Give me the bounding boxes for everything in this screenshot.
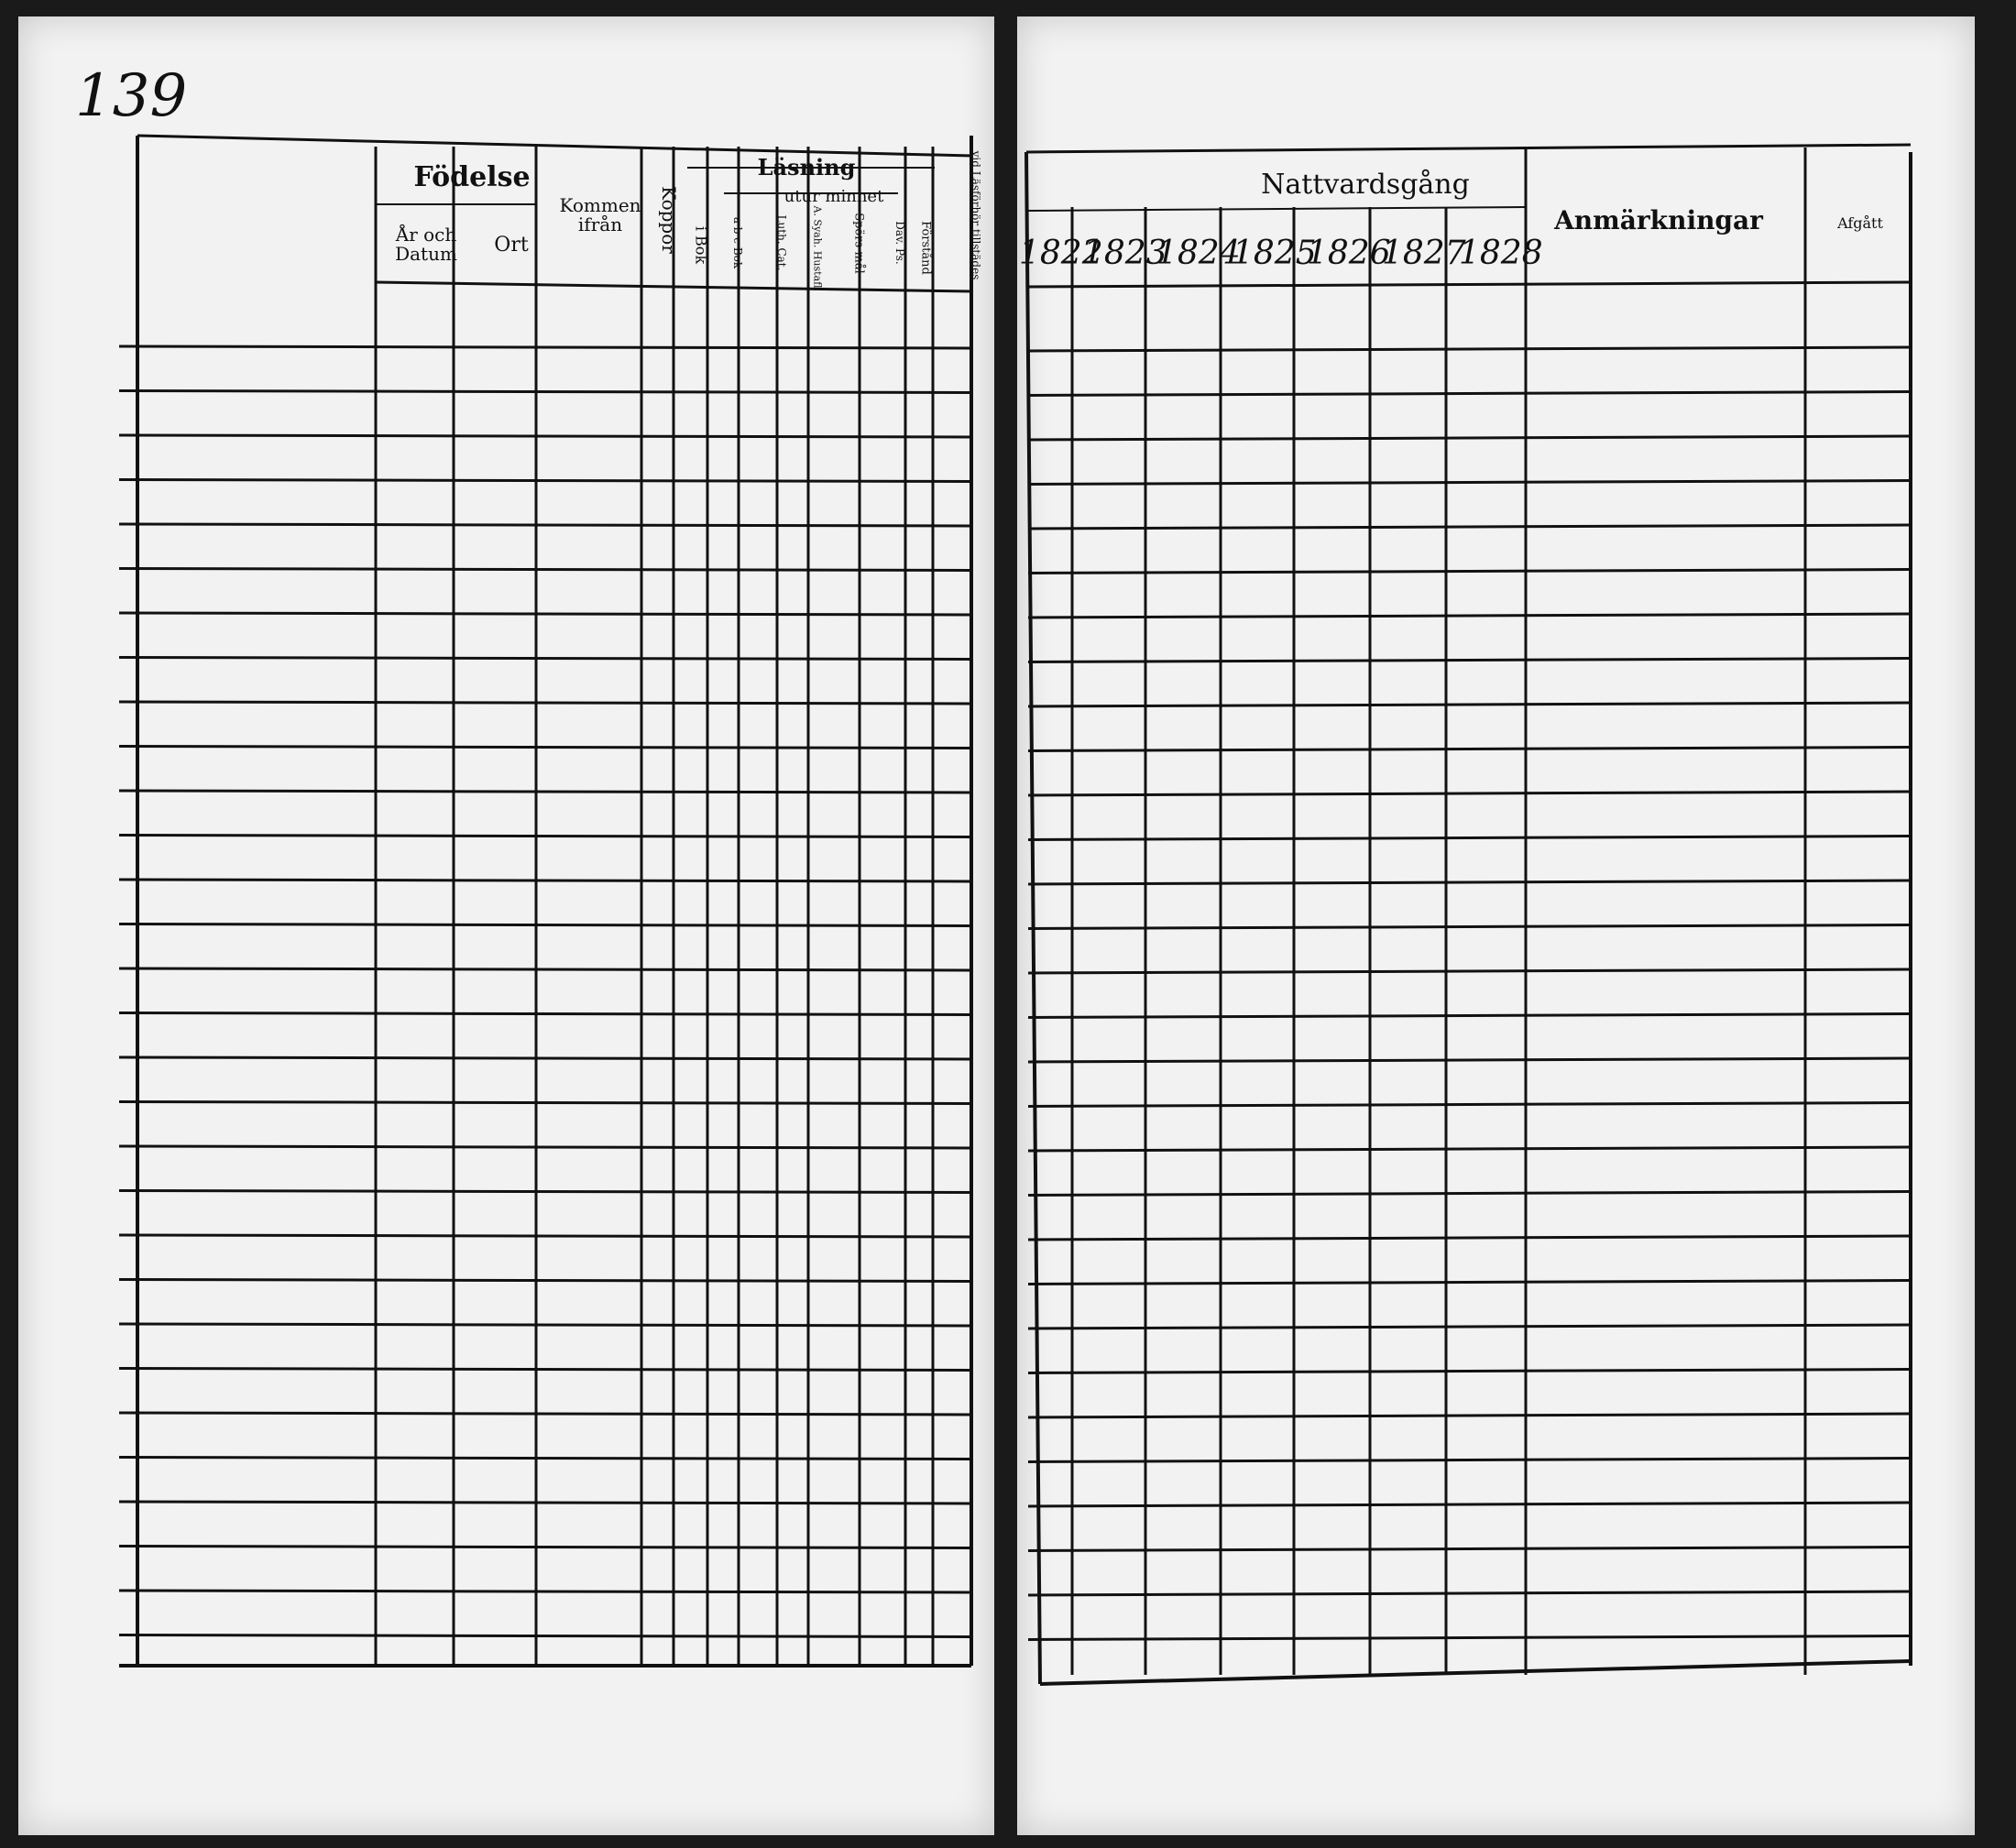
right-grid-row-line: [1028, 614, 1911, 618]
left-grid-row-line: [119, 1191, 971, 1193]
right-grid-row-line: [1028, 1370, 1911, 1373]
right-grid-row-line: [1028, 703, 1911, 706]
anmarkningar-header: Anmärkningar: [1554, 205, 1763, 235]
a-syah-hustafl-header: A. Syah. Hustafl.: [811, 205, 824, 291]
dav-ps-header: Dav. Ps.: [893, 221, 906, 265]
lasning-header: Läsning: [757, 154, 856, 180]
left-grid-border: [137, 136, 971, 156]
left-grid-row-line: [119, 391, 971, 393]
left-grid-row-line: [119, 1591, 971, 1592]
left-page: [18, 16, 994, 1835]
left-grid-row-line: [119, 747, 971, 749]
left-grid-row-line: [119, 569, 971, 571]
right-grid-row-line: [1028, 347, 1911, 351]
right-grid-row-line: [1028, 1058, 1911, 1062]
year-1827: 1827: [1382, 235, 1466, 272]
left-grid-row-line: [119, 880, 971, 881]
right-grid-row-line: [1028, 1014, 1911, 1018]
i-bok-header: i Bok: [692, 225, 710, 265]
right-grid-row-line: [1028, 525, 1911, 529]
year-1823: 1823: [1083, 235, 1167, 272]
left-grid-row-line: [119, 1458, 971, 1460]
left-grid-row-line: [119, 346, 971, 348]
left-grid-row-line: [119, 1013, 971, 1015]
left-grid-row-line: [119, 658, 971, 660]
left-grid-row-line: [119, 791, 971, 793]
left-grid-row-line: [119, 1413, 971, 1415]
ort-header: Ort: [494, 234, 529, 257]
left-grid-row-line: [119, 1235, 971, 1237]
right-grid-row-line: [1028, 1547, 1911, 1551]
left-grid-row-line: [119, 1280, 971, 1282]
left-grid-row-line: [119, 524, 971, 526]
right-grid-row-line: [1028, 1636, 1911, 1640]
nattvardsgang-header: Nattvardsgång: [1261, 169, 1470, 201]
year-1826: 1826: [1307, 235, 1391, 272]
page-number: 139: [75, 62, 188, 130]
right-grid-row-line: [1028, 1459, 1911, 1462]
right-grid-row-line: [1028, 969, 1911, 973]
left-grid-row-line: [119, 1057, 971, 1059]
right-grid-border: [1026, 152, 1040, 1684]
right-grid-row-line: [1028, 1503, 1911, 1506]
utur-minnet-header: utur minnet: [783, 187, 884, 206]
right-grid-row-line: [1028, 1147, 1911, 1151]
right-grid-row-line: [1028, 659, 1911, 662]
right-grid-row-line: [1028, 481, 1911, 485]
year-1824: 1824: [1156, 235, 1241, 272]
vid-lasforhor-header: vid Läsförhör tillstädes: [970, 150, 982, 280]
right-table-grid: [1017, 16, 1975, 1835]
left-grid-row-line: [119, 1369, 971, 1371]
left-grid-row-line: [119, 1547, 971, 1548]
year-1825: 1825: [1233, 235, 1317, 272]
left-table-grid: [18, 16, 994, 1835]
right-grid-border: [1026, 145, 1911, 152]
right-grid-row-line: [1028, 1103, 1911, 1107]
right-grid-row-line: [1028, 880, 1911, 884]
right-grid-header-line: [1026, 207, 1526, 211]
right-grid-row-line: [1028, 1414, 1911, 1417]
left-grid-row-line: [119, 1502, 971, 1504]
left-grid-row-line: [119, 1635, 971, 1637]
left-grid-row-line: [119, 1146, 971, 1148]
fodelse-header: Födelse: [413, 161, 531, 193]
year-1822: 1822: [1019, 235, 1103, 272]
right-grid-header-line: [1026, 282, 1911, 287]
forstand-header: Förstånd: [918, 221, 933, 275]
right-page: [1017, 16, 1975, 1835]
left-grid-row-line: [119, 702, 971, 704]
right-grid-row-line: [1028, 1192, 1911, 1196]
right-grid-row-line: [1028, 837, 1911, 840]
right-grid-row-line: [1028, 1325, 1911, 1329]
right-grid-row-line: [1028, 1236, 1911, 1240]
left-grid-row-line: [119, 435, 971, 437]
abc-bok-header: a b c Bok: [731, 216, 744, 269]
left-grid-row-line: [119, 480, 971, 482]
year-1828: 1828: [1459, 235, 1543, 272]
left-grid-row-line: [119, 613, 971, 615]
right-grid-row-line: [1028, 1281, 1911, 1285]
right-grid-row-line: [1028, 748, 1911, 751]
right-grid-row-line: [1028, 792, 1911, 795]
right-grid-row-line: [1028, 925, 1911, 929]
left-grid-row-line: [119, 968, 971, 970]
right-grid-row-line: [1028, 392, 1911, 396]
koppor-header: Koppor: [658, 186, 680, 254]
left-grid-row-line: [119, 836, 971, 837]
left-grid-row-line: [119, 1324, 971, 1326]
sporsmal-header: Spörs-mål: [851, 213, 866, 274]
left-grid-row-line: [119, 924, 971, 926]
ar-och-datum-header: År och Datum: [395, 224, 457, 265]
luth-cat-header: Luth. Cat.: [775, 214, 788, 271]
right-grid-row-line: [1028, 1591, 1911, 1595]
right-grid-border: [1040, 1661, 1911, 1684]
left-grid-row-line: [119, 1102, 971, 1104]
afgatt-header: Afgått: [1837, 214, 1883, 232]
right-grid-row-line: [1028, 570, 1911, 574]
kommen-ifran-header: Kommen ifrån: [559, 194, 641, 235]
right-grid-row-line: [1028, 436, 1911, 440]
